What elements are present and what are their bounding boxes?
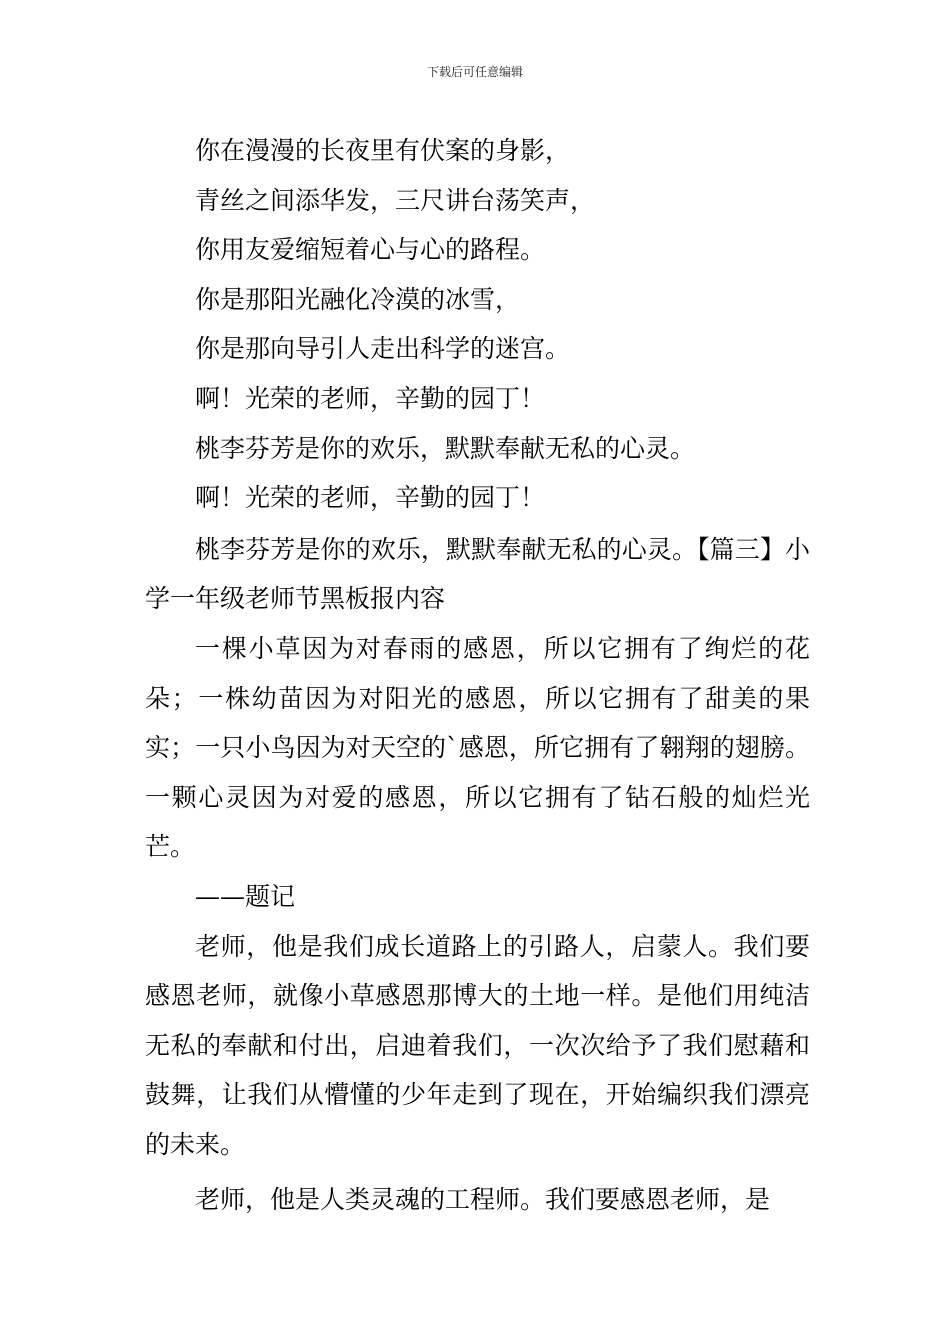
poem-line: 啊！光荣的老师，辛勤的园丁！ <box>195 483 546 513</box>
paragraph-teacher-guide: 老师，他是我们成长道路上的引路人，启蒙人。我们要感恩老师，就像小草感恩那博大的土地一样。是他们用纯洁无私的奉献和付出，启迪着我们，一次次给予了我们慰藉和鼓舞，让我们从懵懂的少年走到了现在，开始编织我们漂亮的未来。 <box>145 931 810 1159</box>
poem-line: 啊！光荣的老师，辛勤的园丁！ <box>195 383 546 413</box>
paragraph-teacher-engineer: 老师，他是人类灵魂的工程师。我们要感恩老师，是 <box>195 1185 771 1215</box>
poem-line: 你是那阳光融化冷漠的冰雪， <box>195 284 521 314</box>
poem-line: 你在漫漫的长夜里有伏案的身影， <box>195 136 571 165</box>
paragraph-epigraph: ——题记 <box>195 881 296 911</box>
document-body <box>145 126 810 1225</box>
page-header-note: 下载后可任意编辑 <box>426 65 523 79</box>
paragraph-gratitude: 一棵小草因为对春雨的感恩，所以它拥有了绚烂的花朵；一株幼苗因为对阳光的感恩，所以它拥有了甜美的果实；一只小鸟因为对天空的`感恩，所它拥有了翱翔的翅膀。一颗心灵因为对爱的感恩，所以它拥有了钻石般的灿烂光芒。 <box>145 633 810 862</box>
paragraph-section-heading: 桃李芬芳是你的欢乐，默默奉献无私的心灵。【篇三】小学一年级老师节黑板报内容 <box>145 534 810 614</box>
poem-line: 青丝之间添华发，三尺讲台荡笑声， <box>195 185 596 215</box>
poem-line: 你是那向导引人走出科学的迷宫。 <box>195 334 571 364</box>
poem-line: 你用友爱缩短着心与心的路程。 <box>195 235 546 265</box>
poem-line: 桃李芬芳是你的欢乐，默默奉献无私的心灵。 <box>195 433 696 463</box>
poem-block <box>145 126 810 523</box>
